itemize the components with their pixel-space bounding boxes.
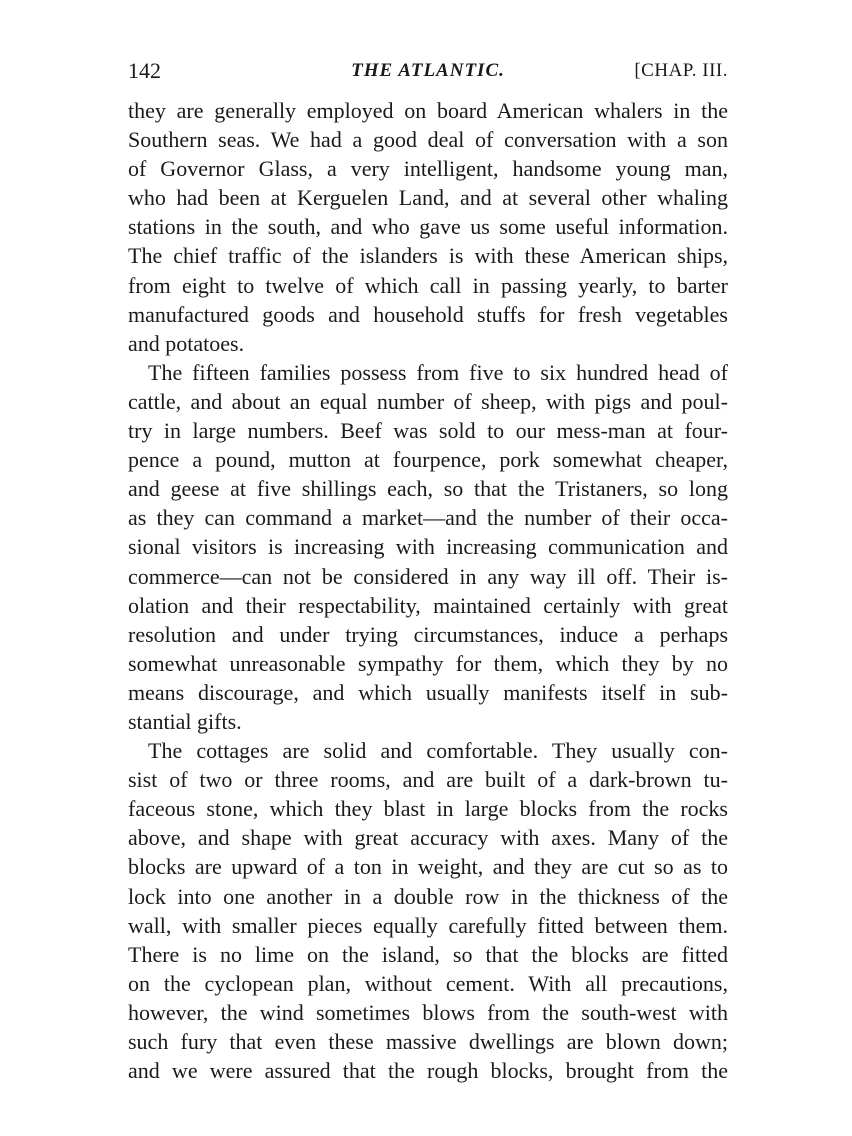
- text-line: however, the wind sometimes blows from the south-west with: [128, 999, 728, 1025]
- text-line: The cottages are solid and comfortable. They usually con-: [148, 738, 728, 764]
- chapter-label: [CHAP. III.: [634, 60, 728, 81]
- running-title: THE ATLANTIC.: [351, 60, 505, 81]
- text-line: as they can command a market—and the number of their occa-: [128, 505, 728, 531]
- text-line: commerce—can not be considered in any way ill off. Their is-: [128, 563, 728, 589]
- text-line: and we were assured that the rough blocks, brought from the: [128, 1058, 728, 1084]
- text-line: sist of two or three rooms, and are built of a dark-brown tu-: [128, 767, 728, 793]
- paragraph: [128, 358, 728, 736]
- text-line: Southern seas. We had a good deal of conversation with a son: [128, 127, 728, 153]
- text-line: The chief traffic of the islanders is with these American ships,: [128, 243, 728, 269]
- text-line: faceous stone, which they blast in large blocks from the rocks: [128, 796, 728, 822]
- text-line: of Governor Glass, a very intelligent, handsome young man,: [128, 156, 728, 182]
- paragraph: [128, 96, 728, 358]
- text-line: pence a pound, mutton at fourpence, pork somewhat cheaper,: [128, 447, 728, 473]
- text-line: manufactured goods and household stuffs for fresh vegetables: [128, 301, 728, 327]
- text-line: There is no lime on the island, so that the blocks are fitted: [128, 941, 728, 967]
- text-line: and geese at five shillings each, so that the Tristaners, so long: [128, 476, 728, 502]
- text-line: The fifteen families possess from five to six hundred head of: [148, 359, 728, 385]
- text-line: olation and their respectability, maintained certainly with great: [128, 592, 728, 618]
- text-line: they are generally employed on board American whalers in the: [128, 98, 728, 123]
- text-line: on the cyclopean plan, without cement. With all precautions,: [128, 970, 728, 996]
- text-line: somewhat unreasonable sympathy for them, which they by no: [128, 650, 728, 676]
- text-line: blocks are upward of a ton in weight, and they are cut so as to: [128, 854, 728, 880]
- text-line: cattle, and about an equal number of sheep, with pigs and poul-: [128, 388, 728, 414]
- paragraph: [128, 736, 728, 1085]
- text-line: try in large numbers. Beef was sold to our mess-man at four-: [128, 418, 728, 444]
- text-line: and potatoes.: [128, 330, 245, 356]
- text-line: lock into one another in a double row in the thickness of the: [128, 883, 728, 909]
- page-header: [128, 58, 728, 86]
- text-line: such fury that even these massive dwellings are blown down;: [128, 1029, 728, 1054]
- text-line: above, and shape with great accuracy with axes. Many of the: [128, 825, 728, 851]
- body-text: [128, 96, 728, 1085]
- text-line: from eight to twelve of which call in passing yearly, to barter: [128, 272, 728, 298]
- text-line: resolution and under trying circumstances, induce a perhaps: [128, 621, 728, 647]
- text-line: who had been at Kerguelen Land, and at several other whaling: [128, 185, 728, 211]
- text-line: stantial gifts.: [128, 708, 242, 734]
- text-line: wall, with smaller pieces equally carefully fitted between them.: [128, 912, 728, 938]
- text-line: means discourage, and which usually manifests itself in sub-: [128, 679, 728, 705]
- text-line: stations in the south, and who gave us some useful information.: [128, 214, 728, 240]
- page-number: 142: [128, 58, 161, 83]
- text-line: sional visitors is increasing with increasing communication and: [128, 534, 728, 560]
